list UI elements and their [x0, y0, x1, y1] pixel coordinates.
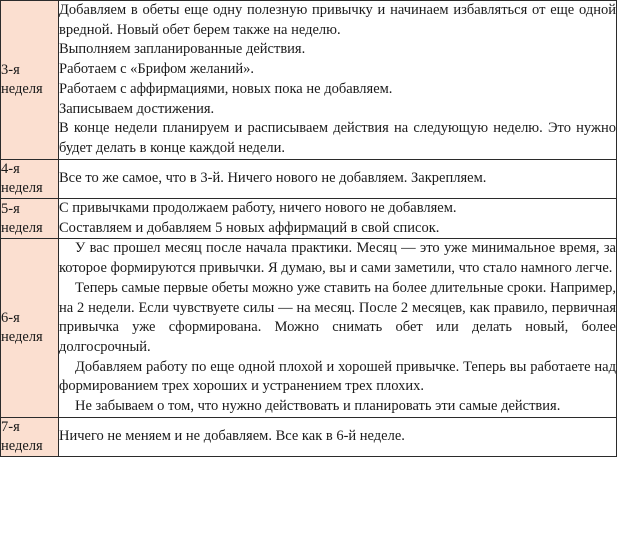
week-number: 7-я: [1, 418, 20, 435]
content-paragraph: Добавляем работу по еще одной плохой и хорошей привычке. Теперь вы работаете над формированием трех хороших и устранением трех плохих.: [59, 358, 616, 395]
content-paragraph: Ничего не меняем и не добавляем. Все как в 6-й неделе.: [59, 428, 405, 445]
week-label-cell: [1, 199, 59, 239]
content-paragraph: Работаем с аффирмациями, новых пока не добавляем.: [59, 80, 393, 97]
content-paragraph: Выполняем запланированные действия.: [59, 41, 306, 58]
table-row: [1, 1, 617, 160]
content-paragraph: У вас прошел месяц после начала практики. Месяц — это уже минимальное время, за которое формируются привычки. Я думаю, вы и сами заметили, что стало намного легче.: [59, 240, 616, 277]
week-number: 3-я: [1, 61, 20, 78]
content-paragraph: Записываем достижения.: [59, 100, 215, 117]
week-label-cell: [1, 1, 59, 160]
content-paragraph: Теперь самые первые обеты можно уже ставить на более длительные сроки. Например, на 2 недели. Если чувствуете силы — на месяц. После 2 месяцев, как правило, первичная привычка уже сформирована. Можно снимать обет или делать новый, более долгосрочный.: [59, 279, 616, 356]
table-row: [1, 159, 617, 198]
content-paragraph: С привычками продолжаем работу, ничего нового не добавляем.: [59, 200, 457, 216]
week-content-cell: [59, 199, 617, 239]
week-content-cell: [59, 159, 617, 198]
week-word: неделя: [1, 80, 43, 97]
week-label-cell: [1, 417, 59, 456]
week-content-cell: [59, 1, 617, 160]
week-content-cell: [59, 417, 617, 456]
week-word: неделя: [1, 438, 43, 455]
content-paragraph: Работаем с «Брифом желаний».: [59, 61, 255, 78]
week-number: 4-я: [1, 160, 20, 177]
content-paragraph: Добавляем в обеты еще одну полезную привычку и начинаем избавляться от еще одной вредной. Новый обет берем также на неделю.: [59, 2, 616, 38]
week-word: неделя: [1, 219, 43, 236]
week-label-cell: [1, 159, 59, 198]
week-label-cell: [1, 239, 59, 417]
content-paragraph: Все то же самое, что в 3-й. Ничего нового не добавляем. Закрепляем.: [59, 170, 487, 187]
week-number: 6-я: [1, 310, 20, 327]
content-paragraph: Не забываем о том, что нужно действовать и планировать эти самые действия.: [75, 398, 561, 415]
content-paragraph: В конце недели планируем и расписываем действия на следующую неделю. Это нужно будет делать в конце каждой недели.: [59, 120, 616, 157]
table-body: [1, 1, 617, 457]
week-number: 5-я: [1, 200, 20, 217]
week-word: неделя: [1, 179, 43, 196]
table-row: [1, 417, 617, 456]
week-content-cell: [59, 239, 617, 417]
table-row: [1, 199, 617, 239]
table-row: [1, 239, 617, 417]
content-paragraph: Составляем и добавляем 5 новых аффирмаций в свой список.: [59, 219, 440, 236]
week-word: неделя: [1, 329, 43, 346]
